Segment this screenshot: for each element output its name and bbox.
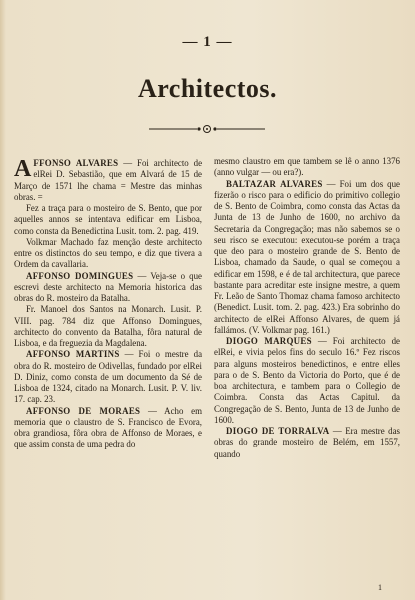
entry xyxy=(214,179,400,337)
entry-text: Fez a traça para o mosteiro de S. Bento, que por aquelles annos se intentava edificar em Lisboa, como consta da Benedictina Lusit. tom. 2. pag. 419. xyxy=(14,203,202,236)
entry xyxy=(14,271,202,305)
page-title: Architectos. xyxy=(137,74,278,103)
entry xyxy=(14,237,202,271)
entry-heading: AFFONSO DOMINGUES xyxy=(26,270,134,281)
entry-heading: DIOGO DE TORRALVA xyxy=(226,426,330,436)
entry-text: Fr. Manoel dos Santos na Monarch. Lusit. P. VIII. pag. 784 diz que Affonso Domingues, architecto do convento da Batalha, fôra natural de Lisboa, e da freguezia da Magdalena. xyxy=(14,304,202,348)
page-number: — 1 — xyxy=(182,34,233,50)
entry-text: Volkmar Machado faz menção deste architecto entre os distinctos do seu tempo, e diz que tivera a Ordem da cavallaria. xyxy=(14,236,202,270)
signature-mark: 1 xyxy=(378,583,382,592)
entry-text: — Foi architecto de elRei D. Sebastião, que em Alvará de 15 de Março de 1571 lhe chama = Mestre das minhas obras. = xyxy=(14,158,203,202)
entry-heading: BALTAZAR ALVARES xyxy=(226,178,323,189)
entry-text: — Foi architecto de elRei, e vivia pelos fins do seculo 16.º Fez riscos para alguns mosteiros benedictinos, e entre elles para o de S. Bento da Victoria do Porto, que é de boa architectura, e tambem para o Collegio de Coimbra. Consta das Actas Capitul. da Congregação de S. Bento, Junta de 13 de Junho de 1600. xyxy=(214,336,400,425)
entry xyxy=(14,349,202,405)
entry xyxy=(14,406,202,451)
entry xyxy=(14,158,202,203)
entry-heading: FFONSO ALVARES xyxy=(33,158,119,168)
entry-text: — Foi um dos que fizerão o risco para o edificio do primitivo collegio de S. Bento de Coimbra, como consta das Actas da Junta de 13 de Junho de 1600, no archivo da Secretaria da Congregação; mas não sabemos se o seu risco se executou: executou-se porém a traça que deo para o mosteiro grande de S. Bento de Lisboa, chamado da Saude, o qual se começou a edificar em 1598, e é de tal architectura, que parece bastante para acreditar este insigne mestre, a quem Fr. Leão de Santo Thomaz chama famoso architecto (Benedict. Lusit. tom. 2. pag. 423.) Era sobrinho do architecto de elRei Affonso Alvares, de quem já fallámos. (V. Volkmar pag. 161.) xyxy=(214,178,400,335)
entry-heading: AFFONSO MARTINS xyxy=(26,349,120,360)
entry-text: mesmo claustro em que tambem se lê o anno 1376 (anno vulgar — ou era?). xyxy=(214,156,400,178)
right-column xyxy=(214,156,400,460)
entry xyxy=(14,304,202,349)
entry-text: — Veja-se o que escrevi deste architecto na Memoria historica das obras do R. mosteiro da Batalha. xyxy=(14,270,202,303)
entry-heading: DIOGO MARQUES xyxy=(226,336,312,346)
drop-cap: A xyxy=(14,156,32,182)
entry-text: — Era mestre das obras do grande mosteiro de Belém, em 1557, quando xyxy=(214,426,400,459)
ornament-divider xyxy=(147,124,267,134)
entry-heading: AFFONSO DE MORAES xyxy=(26,405,141,416)
entry xyxy=(214,426,400,460)
entry xyxy=(214,336,400,426)
entry-text: — Acho em memoria que o claustro de S. Francisco de Evora, obra grandiosa, fôra obra de Affonso de Moraes, e que assim consta de uma pedra do xyxy=(14,405,202,450)
left-column xyxy=(14,158,202,451)
entry xyxy=(214,156,400,179)
entry-text: — Foi o mestre da obra do R. mosteiro de Odivellas, fundado por elRei D. Diniz, como consta de um documento da Sé de Lisboa de 1324, citado na Monarch. Lusit. P. V. liv. 17. cap. 23. xyxy=(14,349,203,405)
entry xyxy=(14,203,202,237)
